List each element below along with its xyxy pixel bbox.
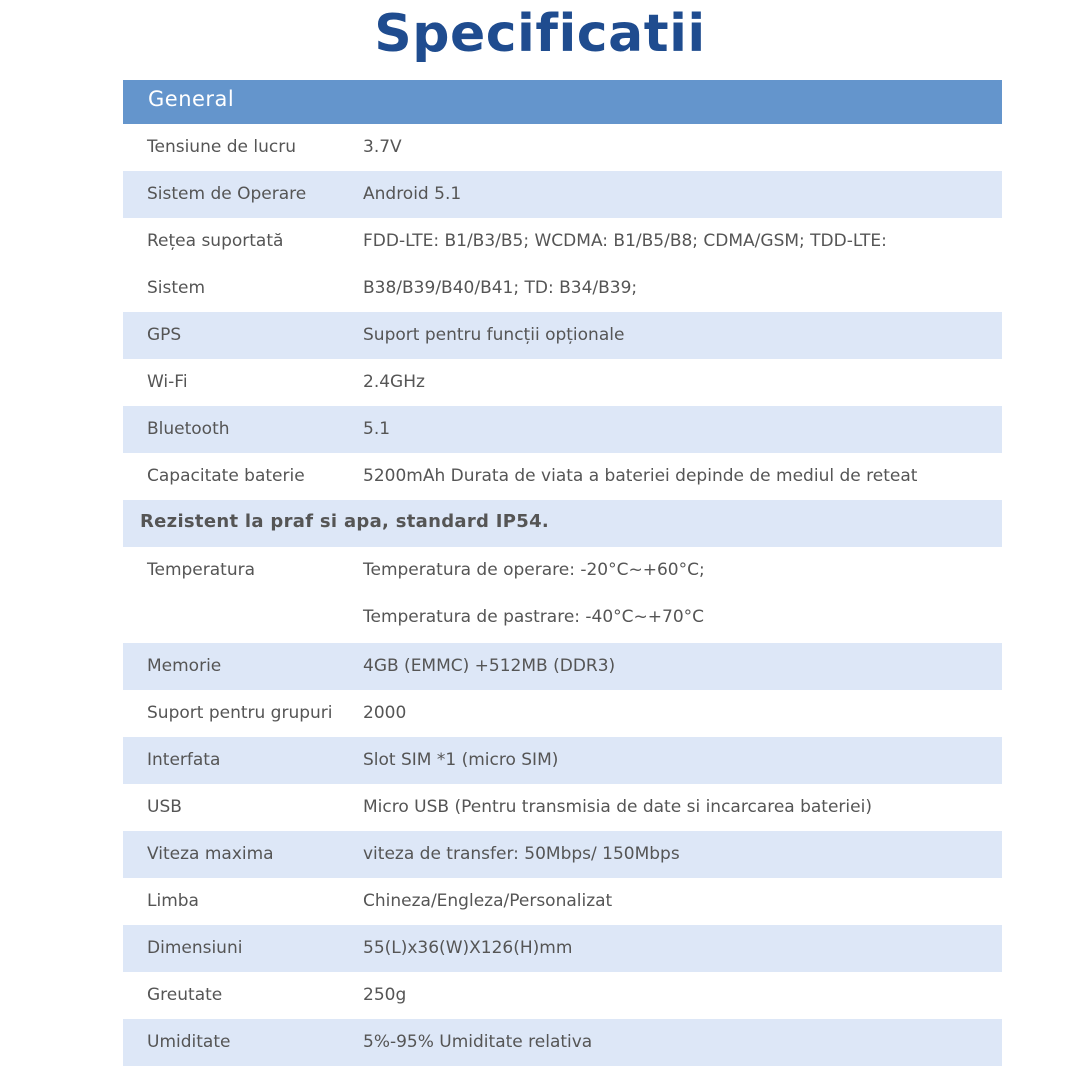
spec-value: 5200mAh Durata de viata a bateriei depinde de mediul de reteat [363, 466, 918, 486]
spec-label: Umiditate [147, 1032, 231, 1052]
section-header-label: General [148, 87, 235, 111]
page-title: Specificatii [374, 4, 706, 64]
table-row [123, 547, 1002, 643]
spec-value: 2000 [363, 703, 407, 723]
table-row [123, 878, 1002, 925]
spec-table [123, 124, 1002, 1066]
spec-label: Temperatura [147, 560, 256, 580]
spec-value: Android 5.1 [363, 184, 462, 204]
spec-value: 5%-95% Umiditate relativa [363, 1032, 593, 1052]
table-row [123, 831, 1002, 878]
table-row [123, 124, 1002, 171]
spec-value: 2.4GHz [363, 372, 425, 392]
spec-label: Suport pentru grupuri [147, 703, 333, 723]
spec-label: Sistem [147, 278, 206, 298]
spec-value: 55(L)x36(W)X126(H)mm [363, 938, 573, 958]
spec-value: Micro USB (Pentru transmisia de date si incarcarea bateriei) [363, 797, 872, 817]
table-row [123, 453, 1002, 500]
spec-label: Bluetooth [147, 419, 230, 439]
table-row [123, 972, 1002, 1019]
spec-value: viteza de transfer: 50Mbps/ 150Mbps [363, 844, 680, 864]
spec-label: Memorie [147, 656, 222, 676]
ip-rating-note: Rezistent la praf si apa, standard IP54. [140, 511, 550, 532]
table-row [123, 784, 1002, 831]
table-row [123, 1019, 1002, 1066]
table-row [123, 925, 1002, 972]
spec-value: 5.1 [363, 419, 391, 439]
spec-value: 3.7V [363, 137, 402, 157]
spec-label: Sistem de Operare [147, 184, 307, 204]
section-header-general [123, 80, 1002, 124]
table-row [123, 643, 1002, 690]
spec-value: Temperatura de pastrare: -40°C~+70°C [363, 607, 705, 627]
spec-value: FDD-LTE: B1/B3/B5; WCDMA: B1/B5/B8; CDMA/GSM; TDD-LTE: [363, 231, 887, 251]
spec-value: B38/B39/B40/B41; TD: B34/B39; [363, 278, 638, 298]
spec-label: Limba [147, 891, 199, 911]
spec-label: Interfata [147, 750, 221, 770]
spec-label: Viteza maxima [147, 844, 274, 864]
spec-value: 250g [363, 985, 407, 1005]
table-row [123, 312, 1002, 359]
spec-value: Temperatura de operare: -20°C~+60°C; [363, 560, 705, 580]
table-row [123, 359, 1002, 406]
spec-label: GPS [147, 325, 182, 345]
spec-label: Tensiune de lucru [147, 137, 296, 157]
spec-label: USB [147, 797, 182, 817]
spec-value: Suport pentru funcții opționale [363, 325, 625, 345]
spec-label: Greutate [147, 985, 223, 1005]
table-row [123, 171, 1002, 218]
spec-label: Capacitate baterie [147, 466, 305, 486]
spec-value: 4GB (EMMC) +512MB (DDR3) [363, 656, 616, 676]
spec-label: Rețea suportată [147, 231, 284, 251]
table-row [123, 218, 1002, 312]
spec-value: Slot SIM *1 (micro SIM) [363, 750, 559, 770]
ip-rating-row [123, 500, 1002, 547]
spec-label: Wi-Fi [147, 372, 188, 392]
table-row [123, 690, 1002, 737]
spec-value: Chineza/Engleza/Personalizat [363, 891, 613, 911]
spec-label: Dimensiuni [147, 938, 243, 958]
table-row [123, 737, 1002, 784]
table-row [123, 406, 1002, 453]
